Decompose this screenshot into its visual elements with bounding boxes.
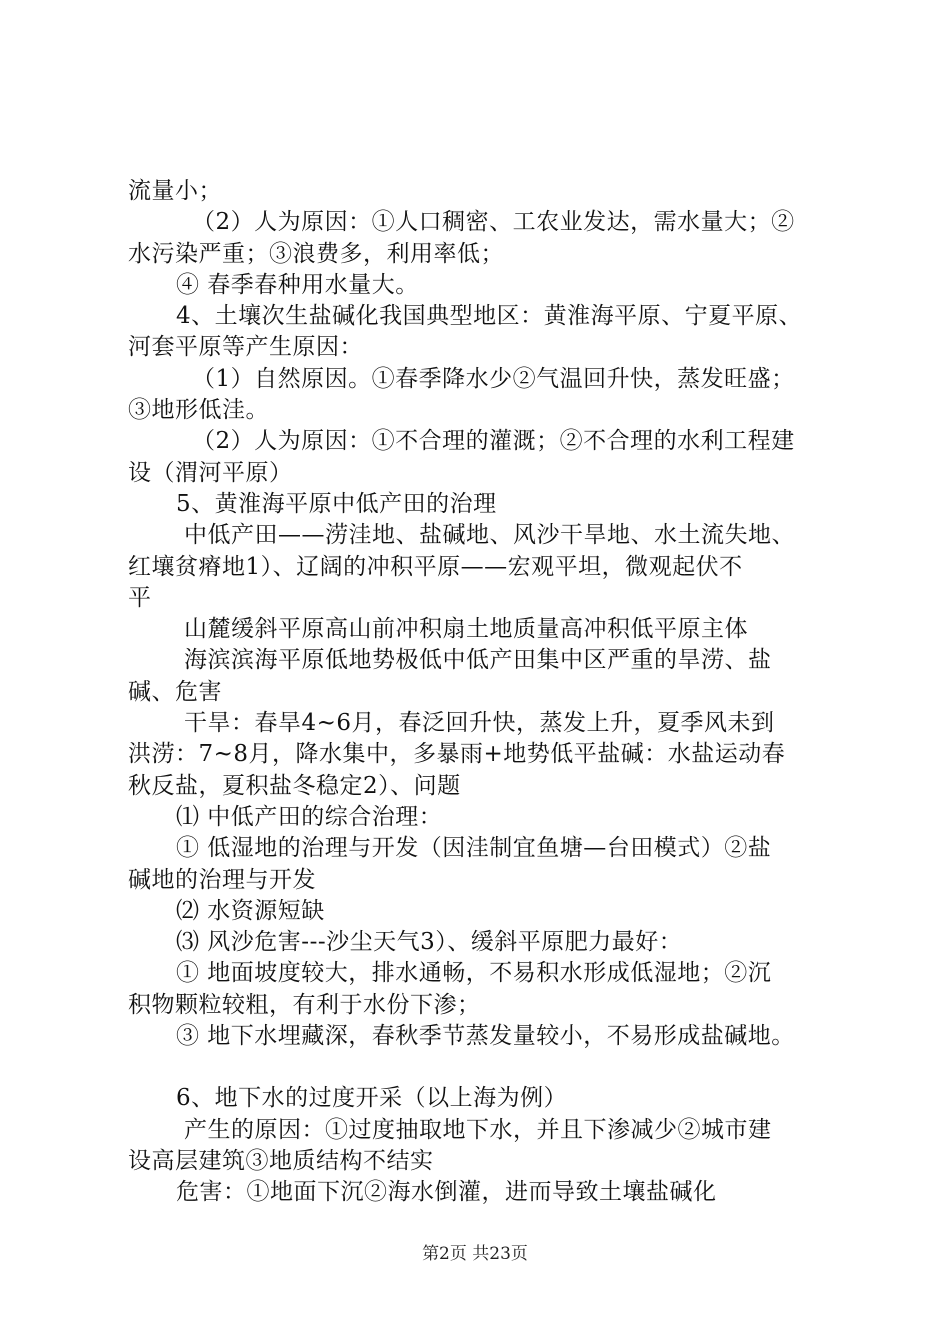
text-line: 海滨滨海平原低地势极低中低产田集中区严重的旱涝、盐 <box>184 647 772 674</box>
page-number-footer: 第2页 共23页 <box>422 1244 528 1264</box>
text-line: 河套平原等产生原因： <box>128 334 363 361</box>
text-line: 5、黄淮海平原中低产田的治理 <box>176 490 497 517</box>
text-line: 设（渭河平原） <box>128 459 293 486</box>
text-line: 水污染严重；③浪费多，利用率低； <box>128 240 504 267</box>
text-line: ① 低湿地的治理与开发（因洼制宜鱼塘—台田模式）②盐 <box>176 835 772 862</box>
text-line: ⑶ 风沙危害---沙尘天气3）、缓斜平原肥力最好： <box>176 929 683 956</box>
text-line: 洪涝：7~8月，降水集中，多暴雨+地势低平盐碱：水盐运动春 <box>128 741 786 768</box>
text-line: 6、地下水的过度开采（以上海为例） <box>176 1085 568 1112</box>
text-line: 干旱：春旱4~6月，春泛回升快，蒸发上升，夏季风未到 <box>184 710 775 737</box>
blank-line <box>128 1052 840 1083</box>
text-line: 危害：①地面下沉②海水倒灌，进而导致土壤盐碱化 <box>176 1179 717 1206</box>
text-line: ① 地面坡度较大，排水通畅，不易积水形成低湿地；②沉 <box>176 960 772 987</box>
text-line: 中低产田——涝洼地、盐碱地、风沙干旱地、水土流失地、 <box>184 522 795 549</box>
text-line: 红壤贫瘠地1）、辽阔的冲积平原——宏观平坦，微观起伏不 <box>128 553 743 580</box>
text-line: 碱、危害 <box>128 678 222 705</box>
document-body <box>128 176 840 1209</box>
text-line: ⑵ 水资源短缺 <box>176 897 325 924</box>
text-line: 碱地的治理与开发 <box>128 866 316 893</box>
text-line: （2）人为原因：①不合理的灌溉；②不合理的水利工程建 <box>192 428 795 455</box>
text-line: （2）人为原因：①人口稠密、工农业发达，需水量大；② <box>192 209 795 236</box>
text-line: 山麓缓斜平原高山前冲积扇土地质量高冲积低平原主体 <box>184 616 748 643</box>
text-line: 流量小； <box>128 178 222 204</box>
text-line: 秋反盐，夏积盐冬稳定2）、问题 <box>128 772 461 799</box>
text-line: 平 <box>128 584 152 611</box>
text-line: ③地形低洼。 <box>128 397 269 424</box>
text-line: 积物颗粒较粗，有利于水份下渗； <box>128 991 481 1018</box>
text-line: ④ 春季春种用水量大。 <box>176 271 419 298</box>
text-line: 4、土壤次生盐碱化我国典型地区：黄淮海平原、宁夏平原、 <box>176 303 803 330</box>
text-line: ③ 地下水埋藏深，春秋季节蒸发量较小，不易形成盐碱地。 <box>176 1023 795 1050</box>
text-line: ⑴ 中低产田的综合治理： <box>176 803 443 830</box>
text-line: 设高层建筑③地质结构不结实 <box>128 1147 434 1174</box>
text-line: （1）自然原因。①春季降水少②气温回升快，蒸发旺盛； <box>192 365 795 392</box>
text-line: 产生的原因：①过度抽取地下水，并且下渗减少②城市建 <box>184 1116 772 1143</box>
